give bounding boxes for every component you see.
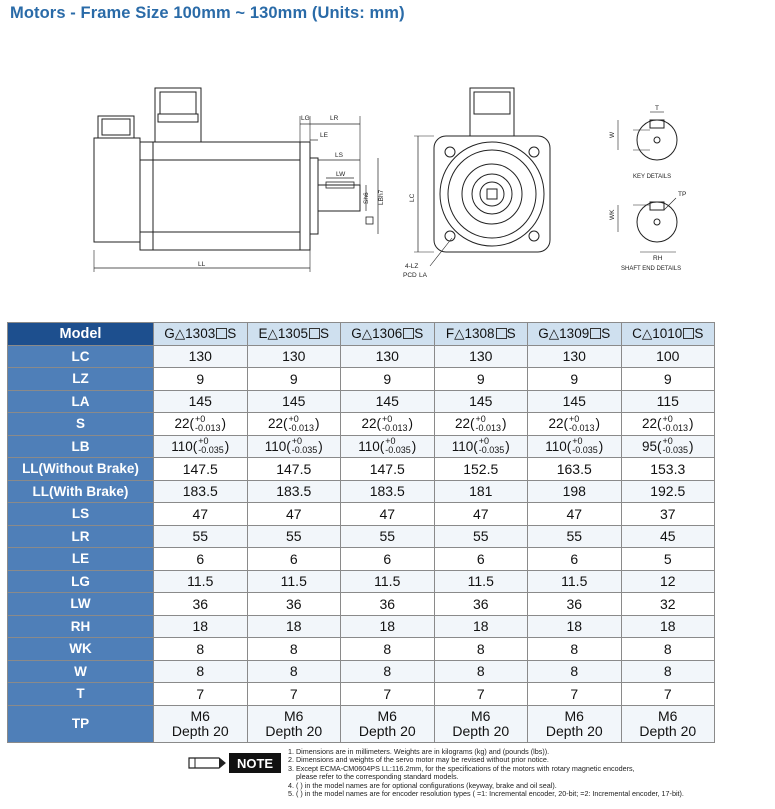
table-cell: 130 xyxy=(341,345,435,368)
row-label: LE xyxy=(8,548,154,571)
table-cell: 153.3 xyxy=(621,458,715,481)
table-cell: M6 Depth 20 xyxy=(528,705,622,742)
table-cell: 9 xyxy=(621,368,715,391)
table-cell: 36 xyxy=(154,593,248,616)
table-cell: 7 xyxy=(341,683,435,706)
table-cell: 37 xyxy=(621,503,715,526)
dim-tp-label: TP xyxy=(678,191,687,198)
dim-ls-label: LS xyxy=(335,152,343,159)
table-cell: 7 xyxy=(621,683,715,706)
table-cell: 6 xyxy=(528,548,622,571)
table-row xyxy=(8,458,715,481)
note-item: 4. ( ) in the model names are for optional configurations (keyway, brake and oil seal). xyxy=(288,780,557,790)
table-cell: 11.5 xyxy=(434,570,528,593)
table-cell: 183.5 xyxy=(154,480,248,503)
table-cell: 36 xyxy=(528,593,622,616)
table-cell: 8 xyxy=(154,660,248,683)
table-cell: 130 xyxy=(528,345,622,368)
table-cell: 55 xyxy=(528,525,622,548)
note-item: 5. ( ) in the model names are for encoder resolution types ( =1: Incremental encoder, 20-bit; =2: Incremental encoder, 17-bit). xyxy=(288,789,684,799)
dim-le-label: LE xyxy=(320,132,328,139)
table-cell: 6 xyxy=(434,548,528,571)
model-col-4: F△1308 S xyxy=(434,323,528,346)
table-cell: 11.5 xyxy=(154,570,248,593)
shaft-end-circle xyxy=(637,202,677,242)
table-cell: 115 xyxy=(621,390,715,413)
table-header-row xyxy=(8,323,715,346)
table-row xyxy=(8,345,715,368)
table-cell: 9 xyxy=(247,368,341,391)
table-cell: 8 xyxy=(247,638,341,661)
row-label: LS xyxy=(8,503,154,526)
table-cell: 9 xyxy=(528,368,622,391)
row-label: LL(Without Brake) xyxy=(8,458,154,481)
table-cell: 8 xyxy=(434,660,528,683)
table-cell: 110 ( +0 -0.035 ) xyxy=(528,435,622,458)
table-cell: 36 xyxy=(247,593,341,616)
table-cell: 22 ( +0 -0.013 ) xyxy=(341,413,435,436)
table-cell: 110 ( +0 -0.035 ) xyxy=(341,435,435,458)
key-details-caption: KEY DETAILS xyxy=(633,174,672,180)
table-cell: 198 xyxy=(528,480,622,503)
table-cell: 55 xyxy=(154,525,248,548)
table-row xyxy=(8,390,715,413)
table-cell: 147.5 xyxy=(247,458,341,481)
table-cell: 55 xyxy=(247,525,341,548)
note-item: 2. Dimensions and weights of the servo motor may be revised without prior notice. xyxy=(288,755,549,765)
table-cell: M6 Depth 20 xyxy=(154,705,248,742)
note-item: 3. Except ECMA-CM0604PS LL:116.2mm, for the specifications of the motors with rotary magnetic encoders, xyxy=(288,763,635,773)
table-cell: 18 xyxy=(247,615,341,638)
table-cell: 45 xyxy=(621,525,715,548)
table-cell: 130 xyxy=(154,345,248,368)
table-cell: 7 xyxy=(528,683,622,706)
table-cell: 11.5 xyxy=(247,570,341,593)
table-cell: 8 xyxy=(528,660,622,683)
dim-w-label: W xyxy=(609,131,616,138)
page-title: Motors - Frame Size 100mm ~ 130mm (Units: mm) xyxy=(10,4,405,22)
model-col-1: G△1303 S xyxy=(154,323,248,346)
table-cell: 6 xyxy=(341,548,435,571)
table-cell: 7 xyxy=(434,683,528,706)
table-row xyxy=(8,503,715,526)
table-cell: 8 xyxy=(341,638,435,661)
table-cell: 47 xyxy=(341,503,435,526)
table-cell: 9 xyxy=(154,368,248,391)
table-cell: 6 xyxy=(247,548,341,571)
table-row xyxy=(8,480,715,503)
table-cell: 192.5 xyxy=(621,480,715,503)
row-label: LW xyxy=(8,593,154,616)
row-label: LG xyxy=(8,570,154,593)
row-label: RH xyxy=(8,615,154,638)
table-cell: 6 xyxy=(154,548,248,571)
table-cell: 47 xyxy=(247,503,341,526)
dim-lw-label: LW xyxy=(336,171,346,178)
table-row xyxy=(8,593,715,616)
table-cell: 8 xyxy=(528,638,622,661)
table-cell: 145 xyxy=(341,390,435,413)
table-cell: 8 xyxy=(154,638,248,661)
table-cell: 22 ( +0 -0.013 ) xyxy=(528,413,622,436)
table-cell: 9 xyxy=(341,368,435,391)
table-cell: M6 Depth 20 xyxy=(341,705,435,742)
model-col-6: C△1010 S xyxy=(621,323,715,346)
note-item: please refer to the corresponding standard models. xyxy=(296,772,459,782)
row-label: S xyxy=(8,413,154,436)
row-label: LZ xyxy=(8,368,154,391)
shaft-end-caption: SHAFT END DETAILS xyxy=(621,266,682,272)
table-cell: 8 xyxy=(341,660,435,683)
table-cell: 7 xyxy=(154,683,248,706)
row-label: LA xyxy=(8,390,154,413)
table-cell: 110 ( +0 -0.035 ) xyxy=(247,435,341,458)
table-cell: 95 ( +0 -0.035 ) xyxy=(621,435,715,458)
table-cell: 145 xyxy=(247,390,341,413)
power-connector xyxy=(155,88,201,142)
dim-wk-label: WK xyxy=(609,209,616,220)
note-list xyxy=(288,748,768,798)
model-header: Model xyxy=(8,323,154,346)
table-cell: 18 xyxy=(434,615,528,638)
front-flange xyxy=(434,136,550,252)
table-cell: 12 xyxy=(621,570,715,593)
table-cell: 55 xyxy=(341,525,435,548)
shaft xyxy=(318,185,360,211)
dim-s-label: Sh6 xyxy=(363,192,370,204)
row-label: LC xyxy=(8,345,154,368)
model-col-2: E△1305 S xyxy=(247,323,341,346)
dim-lg-label: LG xyxy=(301,115,310,122)
table-row xyxy=(8,683,715,706)
table-cell: 110 ( +0 -0.035 ) xyxy=(154,435,248,458)
table-cell: 147.5 xyxy=(341,458,435,481)
table-cell: 22 ( +0 -0.013 ) xyxy=(247,413,341,436)
table-cell: 36 xyxy=(434,593,528,616)
table-cell: 22 ( +0 -0.013 ) xyxy=(154,413,248,436)
table-row xyxy=(8,368,715,391)
table-cell: 22 ( +0 -0.013 ) xyxy=(434,413,528,436)
dim-lb-label: LBh7 xyxy=(378,189,385,205)
table-cell: 100 xyxy=(621,345,715,368)
key-detail-circle xyxy=(637,120,677,160)
table-cell: 32 xyxy=(621,593,715,616)
table-cell: M6 Depth 20 xyxy=(621,705,715,742)
row-label: TP xyxy=(8,705,154,742)
table-cell: 145 xyxy=(528,390,622,413)
row-label: LR xyxy=(8,525,154,548)
motor-dimension-drawing xyxy=(0,0,775,320)
table-cell: 18 xyxy=(341,615,435,638)
table-cell: 163.5 xyxy=(528,458,622,481)
row-label: WK xyxy=(8,638,154,661)
table-cell: 22 ( +0 -0.013 ) xyxy=(621,413,715,436)
dim-lr-label: LR xyxy=(330,115,339,122)
dim-ll-label: LL xyxy=(198,261,206,268)
dim-rh-label: RH xyxy=(653,255,663,262)
model-col-3: G△1306 S xyxy=(341,323,435,346)
table-cell: 11.5 xyxy=(528,570,622,593)
table-row xyxy=(8,660,715,683)
table-cell: 18 xyxy=(528,615,622,638)
row-label: W xyxy=(8,660,154,683)
table-cell: 18 xyxy=(621,615,715,638)
table-row xyxy=(8,525,715,548)
table-cell: 183.5 xyxy=(247,480,341,503)
table-cell: 130 xyxy=(434,345,528,368)
row-label: LL(With Brake) xyxy=(8,480,154,503)
encoder-cover xyxy=(94,138,140,242)
table-cell: 36 xyxy=(341,593,435,616)
table-row xyxy=(8,570,715,593)
dim-lc-label: LC xyxy=(409,193,416,202)
table-cell: 18 xyxy=(154,615,248,638)
table-cell: 145 xyxy=(154,390,248,413)
table-row xyxy=(8,548,715,571)
table-cell: 47 xyxy=(154,503,248,526)
table-cell: 152.5 xyxy=(434,458,528,481)
pencil-icon xyxy=(189,758,225,768)
table-row xyxy=(8,413,715,436)
table-cell: M6 Depth 20 xyxy=(434,705,528,742)
row-label: T xyxy=(8,683,154,706)
table-cell: 110 ( +0 -0.035 ) xyxy=(434,435,528,458)
table-cell: M6 Depth 20 xyxy=(247,705,341,742)
table-row xyxy=(8,638,715,661)
table-cell: 8 xyxy=(621,660,715,683)
dim-la-label: LA xyxy=(419,272,427,279)
table-row xyxy=(8,705,715,742)
table-cell: 5 xyxy=(621,548,715,571)
table-cell: 183.5 xyxy=(341,480,435,503)
table-cell: 8 xyxy=(434,638,528,661)
table-cell: 8 xyxy=(247,660,341,683)
table-cell: 8 xyxy=(621,638,715,661)
flange xyxy=(300,142,310,250)
table-cell: 145 xyxy=(434,390,528,413)
table-cell: 7 xyxy=(247,683,341,706)
table-cell: 55 xyxy=(434,525,528,548)
model-col-5: G△1309 S xyxy=(528,323,622,346)
note-label: NOTE xyxy=(236,756,274,771)
note-item: 1. Dimensions are in millimeters. Weights are in kilograms (kg) and (pounds (lbs)). xyxy=(288,747,550,756)
table-cell: 11.5 xyxy=(341,570,435,593)
row-label: LB xyxy=(8,435,154,458)
table-cell: 9 xyxy=(434,368,528,391)
dim-t-label: T xyxy=(655,105,659,112)
table-row xyxy=(8,435,715,458)
table-cell: 130 xyxy=(247,345,341,368)
note-badge xyxy=(187,748,283,783)
table-cell: 181 xyxy=(434,480,528,503)
table-row xyxy=(8,615,715,638)
motor-body xyxy=(140,142,300,250)
dim-lz-label: 4-LZ xyxy=(405,263,419,270)
table-cell: 47 xyxy=(434,503,528,526)
spec-table xyxy=(7,322,715,743)
table-cell: 47 xyxy=(528,503,622,526)
dim-pcd-label: PCD xyxy=(403,272,417,279)
table-cell: 147.5 xyxy=(154,458,248,481)
